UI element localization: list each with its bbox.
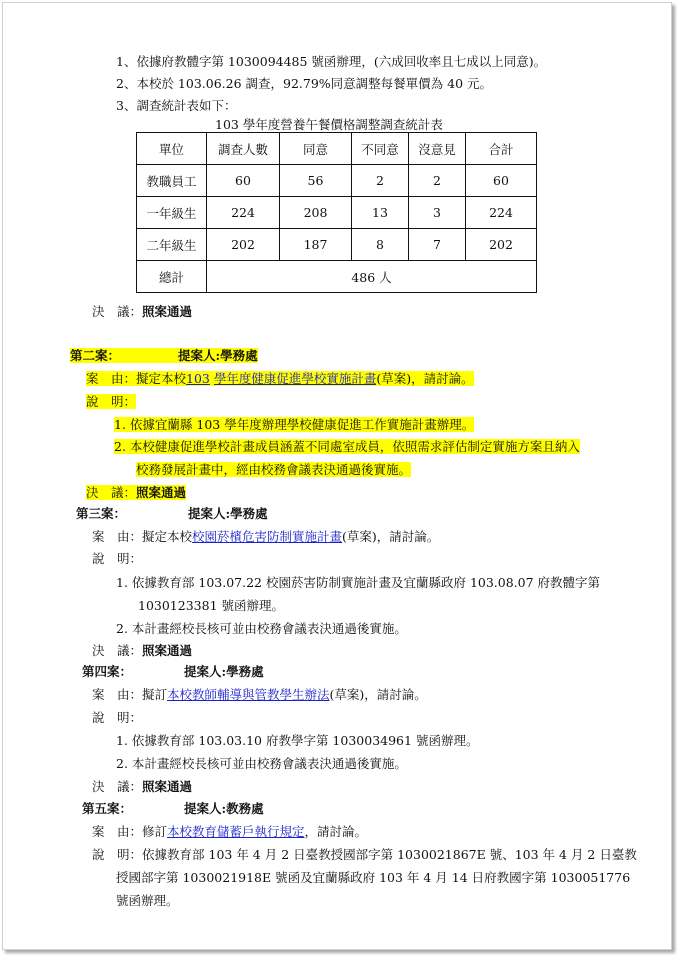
table-caption: 103 學年度營養午餐價格調整調查統計表 xyxy=(215,117,443,132)
total-label-cell: 總計 xyxy=(137,261,207,293)
case4-proposer: 提案人:學務處 xyxy=(184,664,264,679)
resolution-value: 照案通過 xyxy=(142,304,193,319)
case2-resolution: 決 議：照案通過 xyxy=(86,485,187,500)
case3-proposer: 提案人:學務處 xyxy=(188,506,268,521)
table-cell: 13 xyxy=(352,197,409,229)
case3-heading xyxy=(76,504,268,522)
intro-item-2: 2、本校於 103.06.26 調查，92.79%同意調整每餐單價為 40 元。 xyxy=(116,76,493,91)
case2-heading xyxy=(70,346,258,364)
case3-item-2: 2. 本計畫經校長核可並由校務會議表決通過後實施。 xyxy=(116,621,407,636)
table-cell: 202 xyxy=(466,229,537,261)
table-cell: 187 xyxy=(280,229,352,261)
resolution-1 xyxy=(92,302,192,320)
table-row xyxy=(137,165,537,197)
table-cell: 60 xyxy=(466,165,537,197)
case2-title: 第二案： xyxy=(70,348,178,363)
case2-reason-post: (草案)，請討論。 xyxy=(376,371,474,386)
case4-title: 第四案： xyxy=(82,664,133,679)
table-cell: 2 xyxy=(352,165,409,197)
header-cell: 調查人數 xyxy=(207,133,280,165)
case4-item-2: 2. 本計畫經校長核可並由校務會議表決通過後實施。 xyxy=(116,756,407,771)
survey-table xyxy=(136,132,537,293)
case5-explain-line3: 號函辦理。 xyxy=(116,893,179,908)
case3-explain-label: 說 明： xyxy=(92,551,143,566)
case4-heading xyxy=(82,662,264,680)
case4-resolution: 決 議：照案通過 xyxy=(92,779,193,794)
case4-explain-label: 說 明： xyxy=(92,710,143,725)
total-value-cell: 486 人 xyxy=(207,261,537,293)
table-cell: 2 xyxy=(409,165,466,197)
table-cell: 教職員工 xyxy=(137,165,207,197)
case5-proposer: 提案人:教務處 xyxy=(184,801,264,816)
case3-title: 第三案： xyxy=(76,506,127,521)
table-row xyxy=(137,197,537,229)
table-cell: 3 xyxy=(409,197,466,229)
table-total-row xyxy=(137,261,537,293)
case2-item-1: 1. 依據宜蘭縣 103 學年度辦理學校健康促進工作實施計畫辦理。 xyxy=(114,417,475,432)
table-cell: 7 xyxy=(409,229,466,261)
case5-explain-line2: 授國部字第 1030021918E 號函及宜蘭縣政府 103 年 4 月 14 日府教國字第 1030051776 xyxy=(116,870,631,885)
case2-item-2-line2: 校務發展計畫中，經由校務會議表決通過後實施。 xyxy=(136,462,412,477)
case3-resolution: 決 議：照案通過 xyxy=(92,643,193,658)
intro-item-1: 1、依據府教體字第 1030094485 號函辦理，(六成回收率且七成以上同意)。 xyxy=(116,54,547,69)
case2-explain-label: 說 明： xyxy=(86,394,137,409)
table-header-row xyxy=(137,133,537,165)
case2-reason-label: 案 由： xyxy=(86,371,137,386)
case2-reason-link-plan[interactable]: 學年度健康促進學校實施計畫 xyxy=(213,371,377,386)
header-cell: 不同意 xyxy=(352,133,409,165)
table-cell: 一年級生 xyxy=(137,197,207,229)
table-cell: 二年級生 xyxy=(137,229,207,261)
table-cell: 208 xyxy=(280,197,352,229)
intro-item-3: 3、調查統計表如下： xyxy=(116,98,237,113)
table-cell: 202 xyxy=(207,229,280,261)
case2-reason xyxy=(86,369,474,387)
resolution-label: 決 議： xyxy=(92,304,143,319)
case5-reason-link[interactable]: 本校教育儲蓄戶執行規定 xyxy=(167,824,305,839)
case4-reason: 案 由：擬訂本校教師輔導與管教學生辦法(草案)，請討論。 xyxy=(92,687,427,702)
case3-item-1-line1: 1. 依據教育部 103.07.22 校園菸害防制實施計畫及宜蘭縣政府 103.08.07 府教體字第 xyxy=(116,575,601,590)
case5-explain-label: 說 明： xyxy=(92,847,143,862)
table-cell: 56 xyxy=(280,165,352,197)
case4-reason-link[interactable]: 本校教師輔導與管教學生辦法 xyxy=(167,687,330,702)
case2-proposer: 提案人:學務處 xyxy=(178,348,258,363)
table-row xyxy=(137,229,537,261)
table-cell: 224 xyxy=(466,197,537,229)
case5-explain xyxy=(92,845,637,863)
table-cell: 8 xyxy=(352,229,409,261)
header-cell: 單位 xyxy=(137,133,207,165)
case5-title: 第五案： xyxy=(82,801,133,816)
case3-item-1-line2: 1030123381 號函辦理。 xyxy=(138,598,285,613)
header-cell: 沒意見 xyxy=(409,133,466,165)
case2-reason-link-year[interactable]: 103 xyxy=(186,371,210,386)
case5-explain-line1: 依據教育部 103 年 4 月 2 日臺教授國部字第 1030021867E 號、103 年 4 月 2 日臺教 xyxy=(142,847,637,862)
case3-reason: 案 由：擬定本校校園菸檳危害防制實施計畫(草案)，請討論。 xyxy=(92,529,440,544)
header-cell: 同意 xyxy=(280,133,352,165)
case5-heading xyxy=(82,799,264,817)
table-cell: 60 xyxy=(207,165,280,197)
case2-reason-pre: 擬定本校 xyxy=(136,371,187,386)
table-cell: 224 xyxy=(207,197,280,229)
case3-reason-link[interactable]: 校園菸檳危害防制實施計畫 xyxy=(192,529,343,544)
case4-item-1: 1. 依據教育部 103.03.10 府教學字第 1030034961 號函辦理。 xyxy=(116,733,479,748)
case5-reason: 案 由：修訂本校教育儲蓄戶執行規定，請討論。 xyxy=(92,824,368,839)
header-cell: 合計 xyxy=(466,133,537,165)
case2-item-2-line1: 2. 本校健康促進學校計畫成員涵蓋不同處室成員，依照需求評估制定實施方案且納入 xyxy=(114,439,580,454)
